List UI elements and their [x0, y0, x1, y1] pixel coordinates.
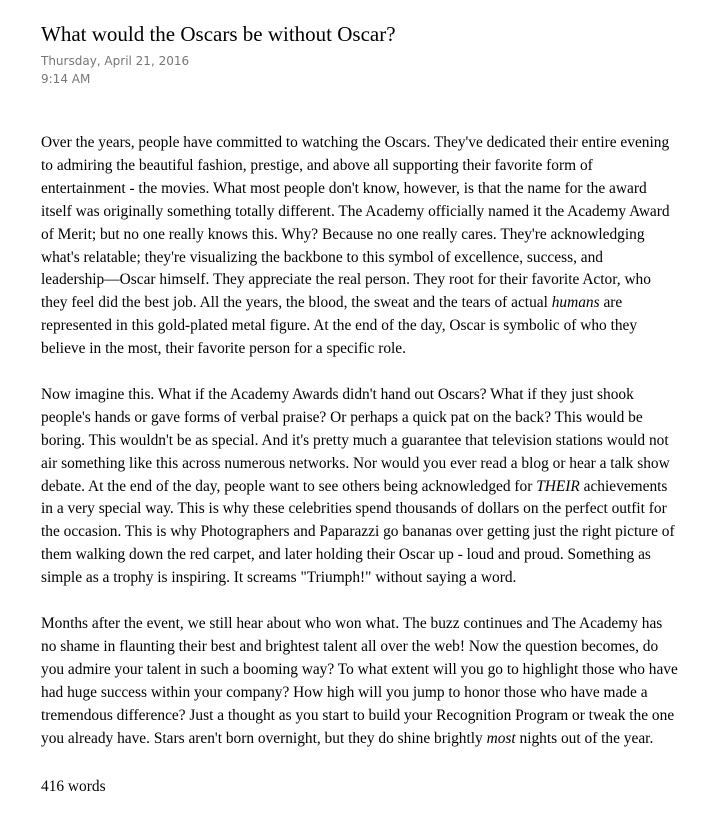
paragraph-line — [41, 613, 696, 636]
paragraph[interactable] — [41, 384, 696, 590]
word-count: 416 words — [41, 778, 106, 795]
paragraph-line — [41, 292, 696, 315]
paragraph-line — [41, 453, 696, 476]
text-run: tremendous difference? Just a thought as you start to build your Recognition Program or tweak the one — [41, 706, 675, 724]
page-title[interactable]: What would the Oscars be without Oscar? — [41, 22, 396, 46]
paragraph-line — [41, 476, 696, 499]
text-run: them walking down the red carpet, and later holding their Oscar up - loud and proud. Something as — [41, 546, 651, 564]
page-date: Thursday, April 21, 2016 — [41, 54, 190, 68]
emphasized-text: THEIR — [536, 477, 580, 495]
paragraph-line — [41, 521, 696, 544]
text-run: entertainment - the movies. What most people don't know, however, is that the name for the award — [41, 179, 647, 197]
text-run: are — [599, 294, 623, 312]
text-run: they feel did the best job. All the years, the blood, the sweat and the tears of actual — [41, 294, 552, 312]
paragraph-line — [41, 247, 696, 270]
paragraph[interactable] — [41, 132, 696, 361]
page-timestamp — [41, 52, 189, 88]
text-run: you admire your talent in such a booming way? To what extent will you go to highlight those who have — [41, 660, 678, 678]
text-run: achievements — [579, 477, 668, 495]
paragraph-line — [41, 155, 696, 178]
text-run: you already have. Stars aren't born overnight, but they do shine brightly — [41, 729, 487, 747]
text-run: Over the years, people have committed to watching the Oscars. They've dedicated their entire evening — [41, 134, 670, 151]
paragraph-line — [41, 407, 696, 430]
text-run: people's hands or gave forms of verbal praise? Or perhaps a quick pat on the back? This would be — [41, 408, 643, 426]
paragraph-line — [41, 338, 696, 361]
emphasized-text: most — [486, 729, 516, 747]
paragraph-line — [41, 224, 696, 247]
paragraph-line — [41, 315, 696, 338]
paragraph-line — [41, 659, 696, 682]
text-run: Months after the event, we still hear about who won what. The buzz continues and The Academy has — [41, 615, 663, 632]
text-run: to admiring the beautiful fashion, prestige, and above all supporting their favorite form of — [41, 156, 593, 174]
page-time: 9:14 AM — [41, 72, 91, 86]
paragraph-line — [41, 544, 696, 567]
text-run: believe in the most, their favorite person for a specific role. — [41, 340, 406, 358]
text-run: in a very special way. This is why these celebrities spend thousands of dollars on the perfect outfit for — [41, 500, 667, 518]
note-body[interactable] — [41, 132, 696, 773]
text-run: boring. This wouldn't be as special. And it's pretty much a guarantee that television stations would not — [41, 431, 669, 449]
paragraph-line — [41, 682, 696, 705]
paragraph-line — [41, 636, 696, 659]
text-run: nights out of the year. — [515, 729, 654, 747]
text-run: debate. At the end of the day, people want to see others being acknowledged for — [41, 477, 537, 495]
paragraph-line — [41, 132, 696, 155]
text-run: no shame in flaunting their best and brightest talent all over the web! Now the question becomes, do — [41, 637, 659, 655]
text-run: what's relatable; they're visualizing the backbone to this symbol of excellence, success, and — [41, 248, 603, 266]
paragraph-line — [41, 178, 696, 201]
text-run: represented in this gold-plated metal figure. At the end of the day, Oscar is symbolic of who they — [41, 317, 638, 335]
text-run: leadership—Oscar himself. They appreciate the real person. They root for their favorite Actor, who — [41, 271, 651, 289]
text-run: itself was originally something totally different. The Academy officially named it the Academy Award — [41, 202, 670, 220]
paragraph-line — [41, 705, 696, 728]
paragraph-line — [41, 269, 696, 292]
paragraph-line — [41, 430, 696, 453]
text-run: the occasion. This is why Photographers and Paparazzi go bananas over getting just the right picture of — [41, 523, 675, 541]
text-run: of Merit; but no one really knows this. Why? Because no one really cares. They're acknowledging — [41, 225, 645, 243]
paragraph-line — [41, 201, 696, 224]
paragraph-line — [41, 498, 696, 521]
text-run: air something like this across numerous networks. Nor would you ever read a blog or hear a talk show — [41, 454, 670, 472]
emphasized-text: humans — [551, 294, 600, 312]
paragraph-line — [41, 567, 696, 590]
paragraph-line — [41, 384, 696, 407]
paragraph[interactable] — [41, 613, 696, 750]
text-run: Now imagine this. What if the Academy Awards didn't hand out Oscars? What if they just shook — [41, 385, 634, 403]
paragraph-line — [41, 728, 696, 751]
text-run: simple as a trophy is inspiring. It screams "Triumph!" without saying a word. — [41, 569, 517, 587]
text-run: had huge success within your company? How high will you jump to honor those who have made a — [41, 683, 648, 701]
